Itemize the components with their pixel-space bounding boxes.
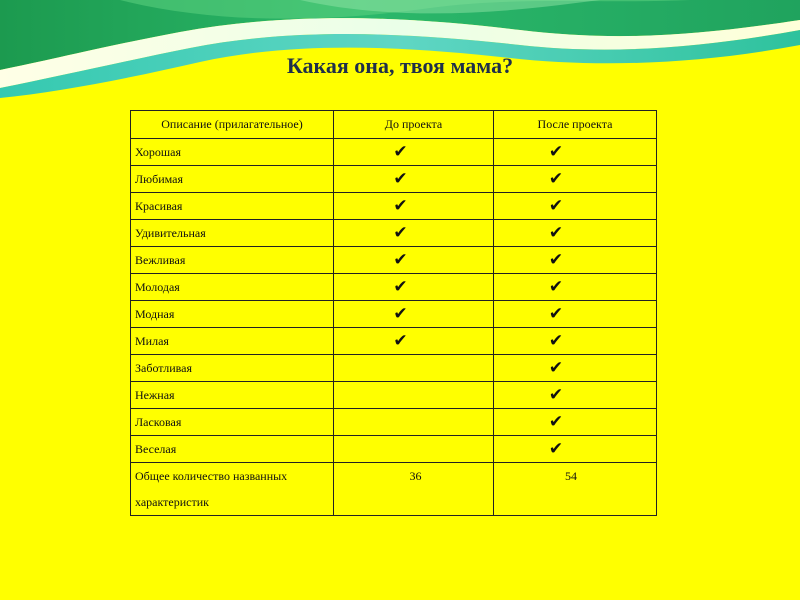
comparison-table: [130, 110, 657, 516]
row-label: Любимая: [131, 166, 334, 193]
check-icon: ✔: [334, 274, 494, 301]
table-row: [131, 328, 657, 355]
table-row: [131, 436, 657, 463]
empty-cell: [334, 409, 494, 436]
row-label: Молодая: [131, 274, 334, 301]
header-after: После проекта: [494, 111, 657, 139]
table-row: [131, 193, 657, 220]
check-icon: ✔: [494, 166, 657, 193]
empty-cell: [334, 436, 494, 463]
table-row: [131, 139, 657, 166]
check-icon: ✔: [494, 328, 657, 355]
check-icon: ✔: [494, 247, 657, 274]
header-before: До проекта: [334, 111, 494, 139]
total-before-value: 36: [334, 463, 494, 516]
row-label: Модная: [131, 301, 334, 328]
check-icon: ✔: [494, 274, 657, 301]
row-label: Вежливая: [131, 247, 334, 274]
check-icon: ✔: [494, 220, 657, 247]
row-label: Веселая: [131, 436, 334, 463]
total-row: [131, 463, 657, 516]
header-description: Описание (прилагательное): [131, 111, 334, 139]
total-label: Общее количество названных характеристик: [131, 463, 334, 516]
check-icon: ✔: [334, 220, 494, 247]
table-row: [131, 301, 657, 328]
check-icon: ✔: [334, 193, 494, 220]
table-row: [131, 247, 657, 274]
row-label: Заботливая: [131, 355, 334, 382]
total-after-value: 54: [494, 463, 657, 516]
check-icon: ✔: [494, 436, 657, 463]
table-row: [131, 409, 657, 436]
empty-cell: [334, 355, 494, 382]
row-label: Нежная: [131, 382, 334, 409]
table-row: [131, 166, 657, 193]
check-icon: ✔: [494, 382, 657, 409]
table-row: [131, 382, 657, 409]
check-icon: ✔: [334, 247, 494, 274]
table-row: [131, 355, 657, 382]
check-icon: ✔: [334, 301, 494, 328]
check-icon: ✔: [494, 409, 657, 436]
empty-cell: [334, 382, 494, 409]
table-row: [131, 274, 657, 301]
check-icon: ✔: [334, 328, 494, 355]
slide-title: Какая она, твоя мама?: [286, 53, 514, 78]
check-icon: ✔: [494, 355, 657, 382]
row-label: Милая: [131, 328, 334, 355]
check-icon: ✔: [494, 193, 657, 220]
check-icon: ✔: [334, 139, 494, 166]
row-label: Красивая: [131, 193, 334, 220]
row-label: Ласковая: [131, 409, 334, 436]
check-icon: ✔: [334, 166, 494, 193]
row-label: Удивительная: [131, 220, 334, 247]
check-icon: ✔: [494, 139, 657, 166]
check-icon: ✔: [494, 301, 657, 328]
row-label: Хорошая: [131, 139, 334, 166]
table-row: [131, 220, 657, 247]
table-header-row: [131, 111, 657, 139]
